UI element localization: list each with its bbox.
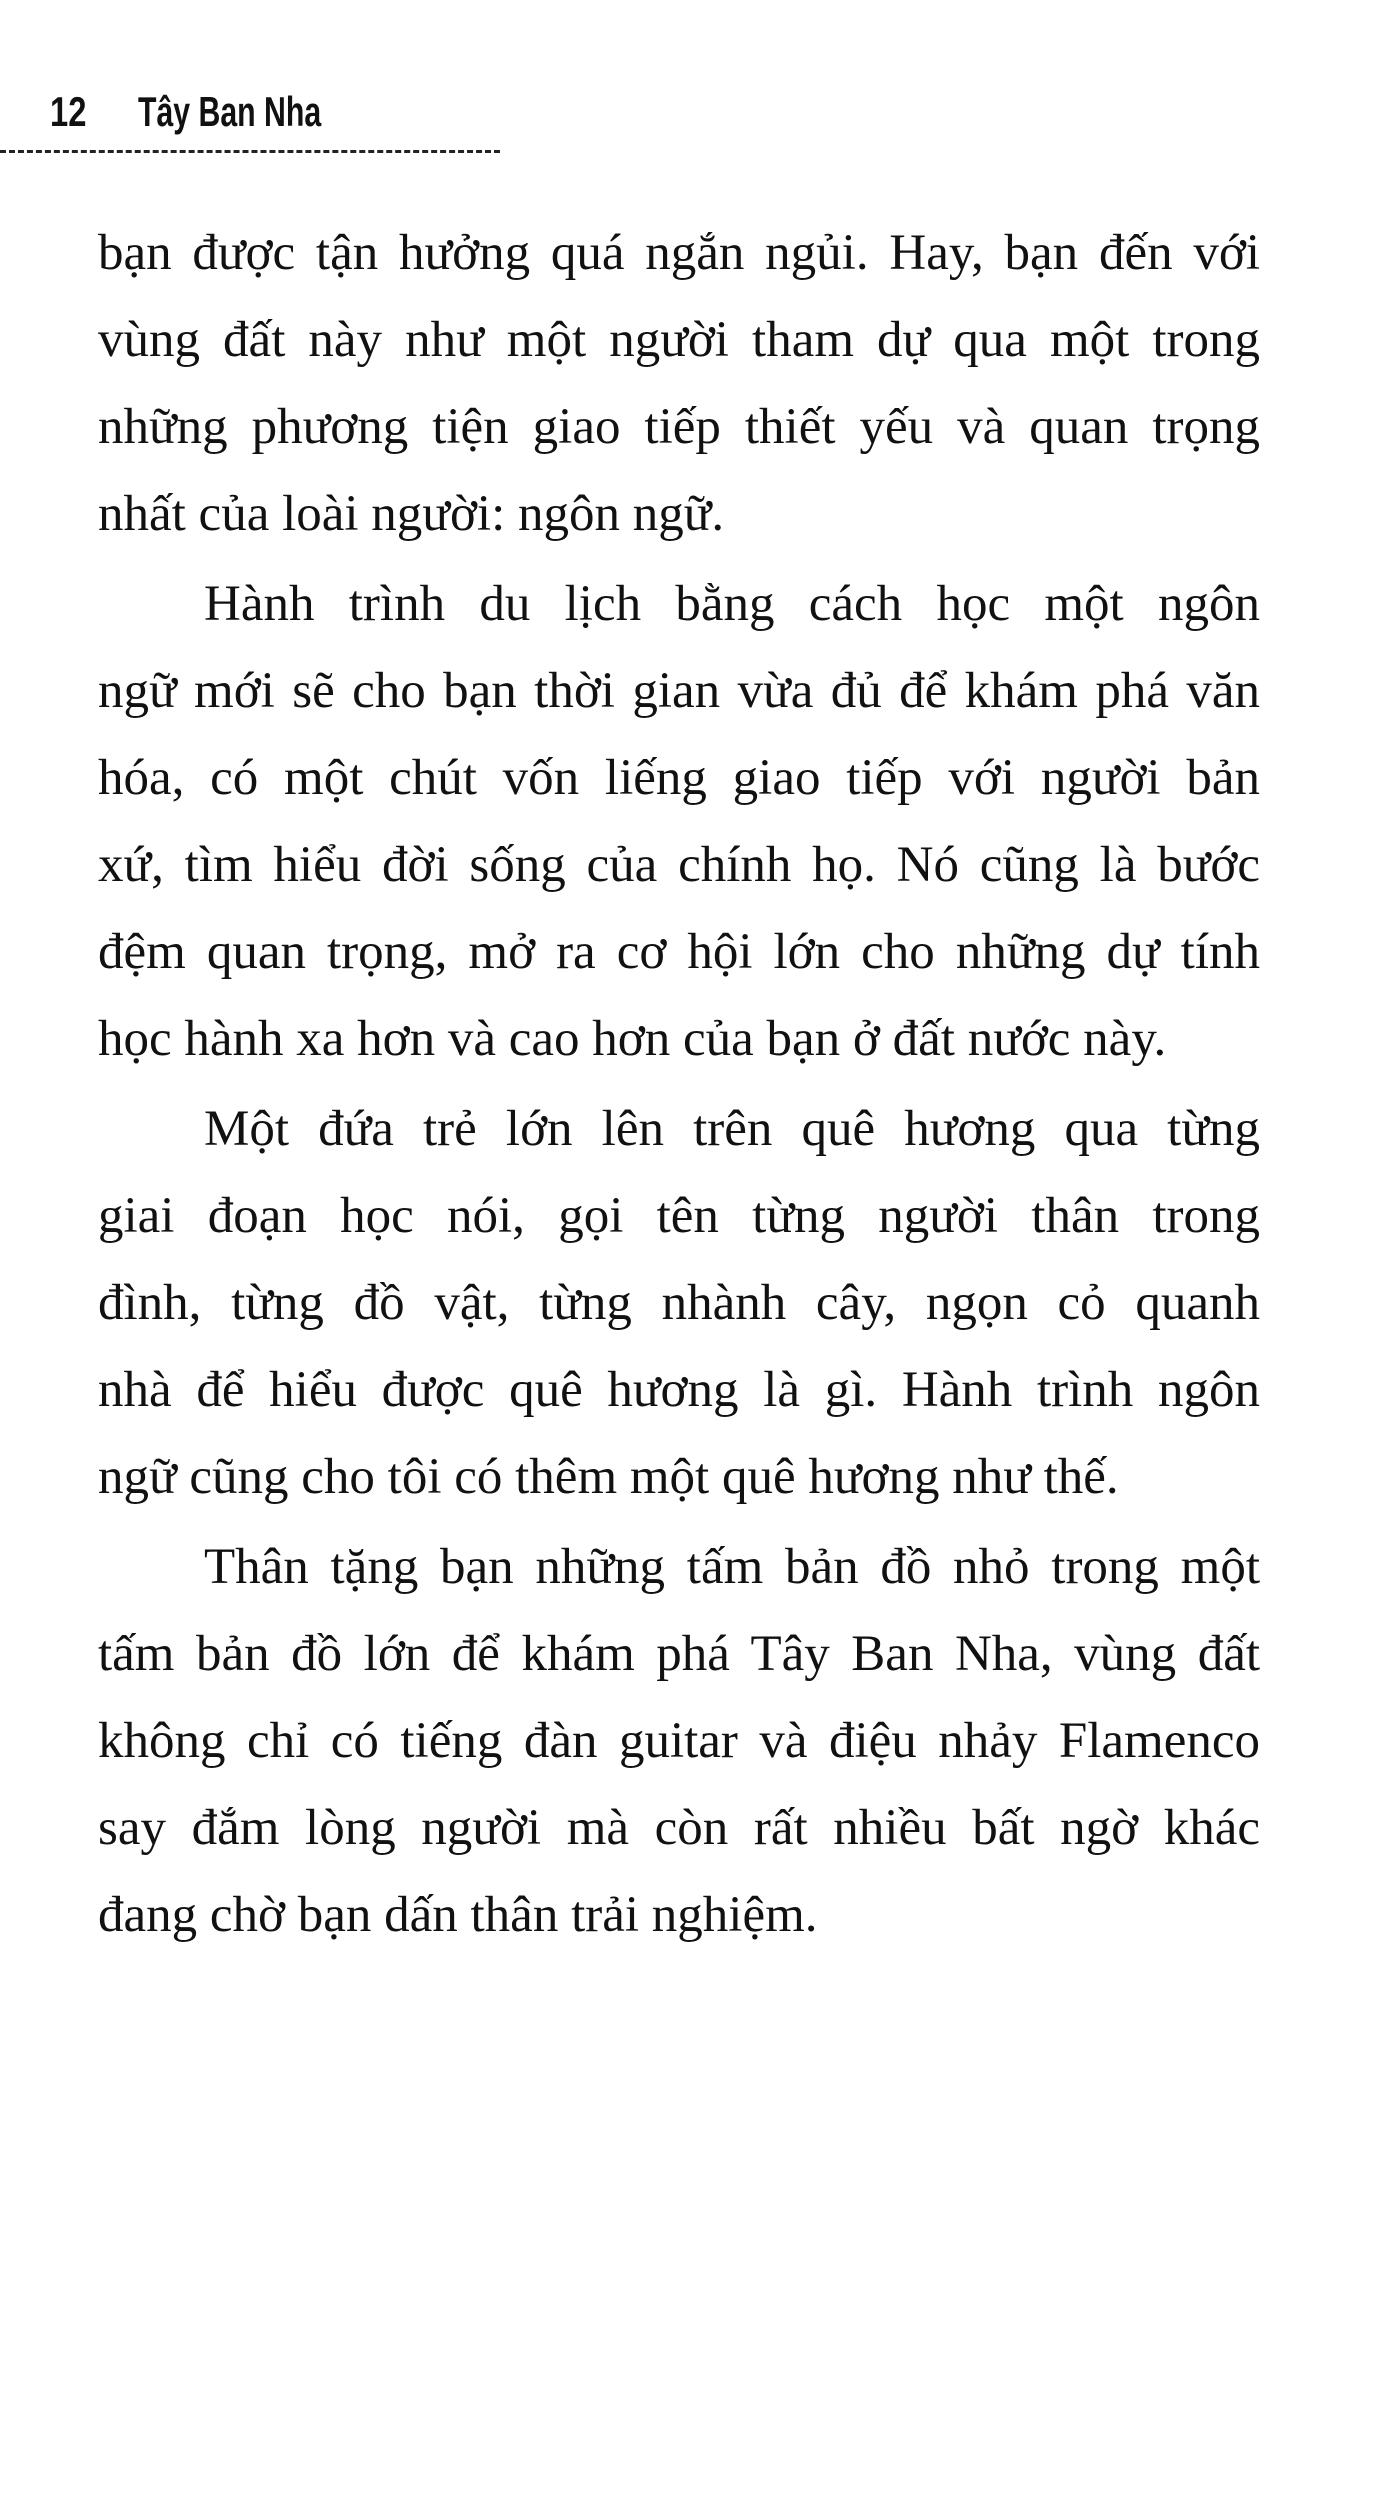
text-line: bạn được tận hưởng quá ngắn ngủi. Hay, bạn đến với: [98, 225, 1260, 281]
header-dashed-rule: [0, 150, 500, 153]
paragraph: [98, 1086, 1260, 1521]
text-line: vùng đất này như một người tham dự qua một trong: [98, 312, 1260, 368]
running-title: Tây Ban Nha: [138, 88, 322, 135]
paragraph: [98, 210, 1260, 558]
text-line: say đắm lòng người mà còn rất nhiều bất ngờ khác: [98, 1800, 1260, 1856]
text-line: nhất của loài người: ngôn ngữ.: [98, 486, 725, 542]
text-line: tấm bản đồ lớn để khám phá Tây Ban Nha, vùng đất: [98, 1626, 1260, 1682]
text-line: đình, từng đồ vật, từng nhành cây, ngọn cỏ quanh: [98, 1275, 1260, 1331]
text-line: Một đứa trẻ lớn lên trên quê hương qua từng: [204, 1101, 1260, 1157]
paragraph: [98, 561, 1260, 1083]
page-number: 12: [50, 88, 87, 135]
text-line: những phương tiện giao tiếp thiết yếu và quan trọng: [98, 399, 1260, 455]
text-line: xứ, tìm hiểu đời sống của chính họ. Nó cũng là bước: [98, 837, 1260, 893]
text-line: đệm quan trọng, mở ra cơ hội lớn cho những dự tính: [98, 924, 1260, 980]
text-line: không chỉ có tiếng đàn guitar và điệu nhảy Flamenco: [98, 1713, 1260, 1769]
body-text: [98, 210, 1260, 1962]
text-line: đang chờ bạn dấn thân trải nghiệm.: [98, 1887, 818, 1943]
text-line: ngữ cũng cho tôi có thêm một quê hương như thế.: [98, 1449, 1119, 1505]
text-line: Hành trình du lịch bằng cách học một ngôn: [204, 576, 1260, 632]
text-line: nhà để hiểu được quê hương là gì. Hành trình ngôn: [98, 1362, 1260, 1418]
text-line: Thân tặng bạn những tấm bản đồ nhỏ trong một: [204, 1539, 1260, 1595]
text-line: hóa, có một chút vốn liếng giao tiếp với người bản: [98, 750, 1260, 806]
text-line: giai đoạn học nói, gọi tên từng người thân trong: [98, 1188, 1260, 1244]
text-line: học hành xa hơn và cao hơn của bạn ở đất nước này.: [98, 1011, 1167, 1067]
paragraph: [98, 1524, 1260, 1959]
text-line: ngữ mới sẽ cho bạn thời gian vừa đủ để khám phá văn: [98, 663, 1260, 719]
